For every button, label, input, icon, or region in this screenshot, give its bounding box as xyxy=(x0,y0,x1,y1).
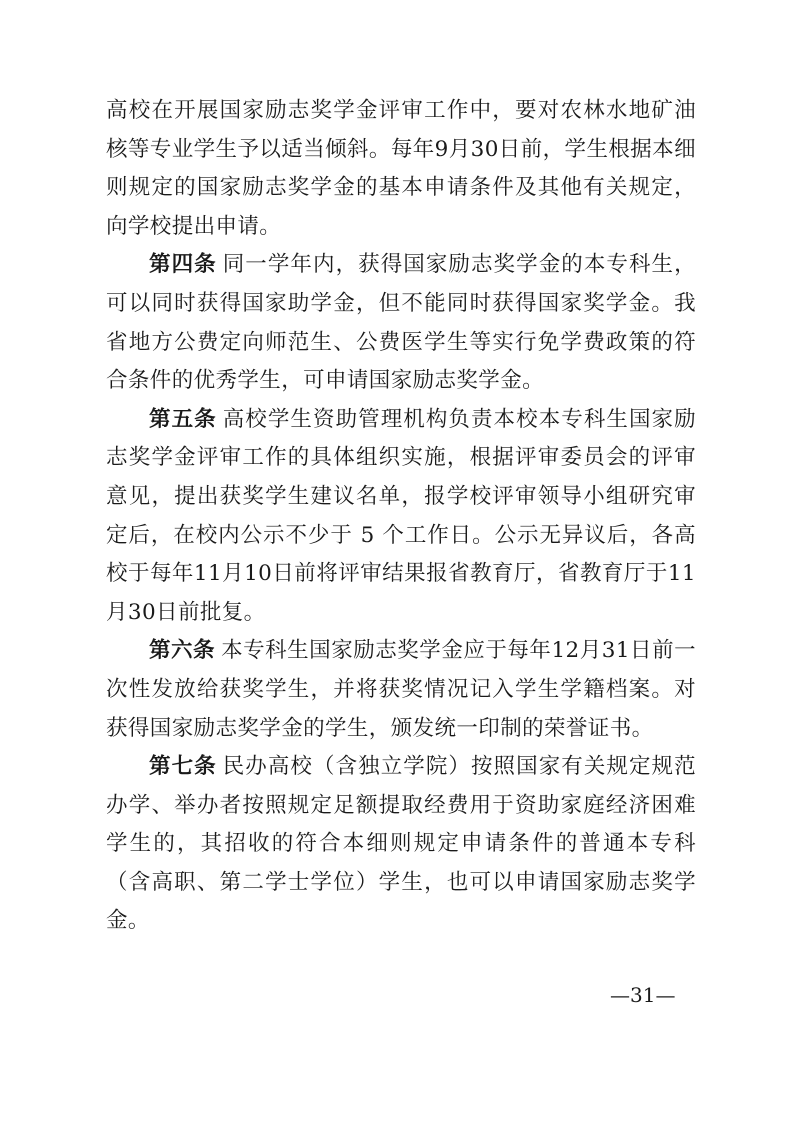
paragraph-article-7 xyxy=(106,748,696,941)
article-heading: 第五条 xyxy=(149,406,217,432)
paragraph-text: 高校在开展国家励志奖学金评审工作中，要对农林水地矿油核等专业学生予以适当倾斜。每年9月30日前，学生根据本细则规定的国家励志奖学金的基本申请条件及其他有关规定，向学校提出申请。 xyxy=(106,98,696,239)
article-heading: 第四条 xyxy=(149,252,217,278)
paragraph-article-4 xyxy=(106,246,696,400)
page-number: —31— xyxy=(610,983,676,1007)
paragraph-text: 民办高校（含独立学院）按照国家有关规定规范办学、举办者按照规定足额提取经费用于资助家庭经济困难学生的，其招收的符合本细则规定申请条件的普通本专科（含高职、第二学士学位）学生，也可以申请国家励志奖学金。 xyxy=(106,754,697,934)
body-text xyxy=(106,92,696,941)
paragraph-text: 高校学生资助管理机构负责本校本专科生国家励志奖学金评审工作的具体组织实施，根据评审委员会的评审意见，提出获奖学生建议名单，报学校评审领导小组研究审定后，在校内公示不少于 5 个工作日。公示无异议后，各高校于每年11月10日前将评审结果报省教育厅，省教育厅于11月30日前批复。 xyxy=(106,406,697,625)
paragraph-text: 本专科生国家励志奖学金应于每年12月31日前一次性发放给获奖学生，并将获奖情况记入学生学籍档案。对获得国家励志奖学金的学生，颁发统一印制的荣誉证书。 xyxy=(106,638,696,741)
paragraph-text: 同一学年内，获得国家励志奖学金的本专科生，可以同时获得国家助学金，但不能同时获得国家奖学金。我省地方公费定向师范生、公费医学生等实行免学费政策的符合条件的优秀学生，可申请国家励志奖学金。 xyxy=(106,252,697,394)
article-heading: 第七条 xyxy=(149,754,217,780)
paragraph-intro xyxy=(106,92,696,246)
paragraph-article-6 xyxy=(106,632,696,748)
article-heading: 第六条 xyxy=(149,638,216,664)
paragraph-article-5 xyxy=(106,401,696,633)
